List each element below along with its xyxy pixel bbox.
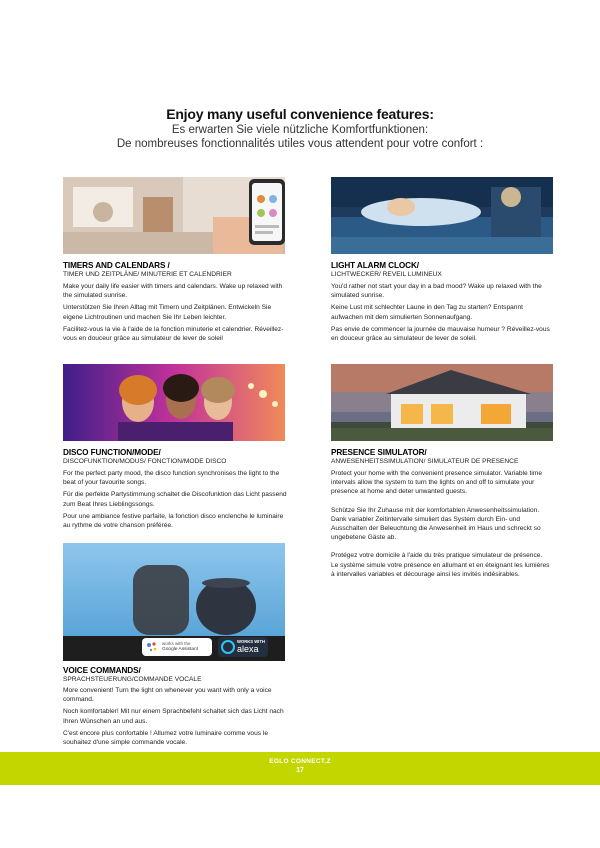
alarm-para-en: You'd rather not start your day in a bad mood? Wake up relaxed with the simulated sunrise.: [331, 283, 542, 300]
timers-text: [63, 282, 288, 346]
page-number: 17: [296, 767, 304, 774]
presence-para-de: Schütze Sie Ihr Zuhause mit der komfortablen Anwesenheitssimulation. Dank variabler Zeitintervalle simuliert das System durch Ein- und Ausschalten der Beleuchtung die Anwesenheit im Haus und schreckt so ungebetene Gäste ab.: [331, 506, 541, 542]
timers-subtitle: TIMER UND ZEITPLÄNE/ MINUTERIE ET CALENDRIER: [63, 271, 232, 278]
presence-photo: [331, 364, 553, 441]
voice-text: [63, 686, 288, 750]
page-footer: [0, 752, 600, 785]
presence-para-en: Protect your home with the convenient presence simulator. Variable time intervals allow the system to turn the lights on and off to simulate your presence at home and deter unwanted guests.: [331, 470, 542, 496]
presence-para-fr: Protégez votre domicile à l'aide du très pratique simulateur de présence. Le système simule votre présence en allumant et en éteignant les lumières à intervalles variables et décourage ainsi les invités indésirables.: [331, 552, 550, 578]
alexa-icon: [221, 640, 235, 654]
voice-para-en: More convenient! Turn the light on whenever you want with only a voice command.: [63, 687, 272, 704]
footer-brand: EGLO CONNECT.Z: [269, 758, 331, 765]
google-badge-line1: works with the: [162, 641, 191, 646]
disco-para-fr: Pour une ambiance festive parfaite, la fonction disco enclenche le luminaire au rythme de votre chanson préférée.: [63, 512, 284, 530]
disco-photo: [63, 364, 285, 441]
timers-para-de: Unterstützen Sie Ihren Alltag mit Timern und Zeitplänen. Entwickeln Sie eigene Lichtroutinen und machen Sie Ihr Leben leichter.: [63, 304, 272, 321]
disco-subtitle: DISCOFUNKTION/MODUS/ FONCTION/MODE DISCO: [63, 458, 227, 465]
voice-title: VOICE COMMANDS/: [63, 666, 141, 675]
disco-text: [63, 469, 288, 533]
alarm-text: [331, 282, 556, 346]
timers-photo: [63, 177, 285, 254]
presence-text: [331, 469, 551, 582]
alexa-badge-line1: WORKS WITH: [237, 639, 265, 644]
alexa-badge-line2: alexa: [237, 644, 259, 654]
alarm-para-fr: Pas envie de commencer la journée de mauvaise humeur ? Réveillez-vous en douceur grâce au simulateur de lever de soleil.: [331, 325, 550, 343]
google-assistant-badge: [142, 638, 212, 656]
alexa-badge: [218, 637, 268, 657]
timers-title: TIMERS AND CALENDARS /: [63, 261, 170, 270]
voice-para-de: Noch komfortabler! Mit nur einem Sprachbefehl schaltet sich das Licht nach Ihren Wünschen an und aus.: [63, 708, 284, 725]
voice-subtitle: SPRACHSTEUERUNG/COMMANDE VOCALE: [63, 676, 202, 683]
header-title-en: Enjoy many useful convenience features:: [166, 106, 434, 122]
timers-para-en: Make your daily life easier with timers and calendars. Wake up relaxed with the simulated sunrise.: [63, 283, 283, 300]
google-badge-line2: Google Assistant: [162, 647, 198, 652]
voice-para-fr: C'est encore plus confortable ! Allumez votre luminaire comme vous le souhaitez d'une simple commande vocale.: [63, 729, 269, 747]
alarm-subtitle: LICHTWECKER/ REVEIL LUMINEUX: [331, 271, 442, 278]
alarm-photo: [331, 177, 553, 254]
header-title-fr: De nombreuses fonctionnalités utiles vous attendent pour votre confort :: [116, 138, 484, 150]
alarm-para-de: Keine Lust mit schlechter Laune in den Tag zu starten? Entspannt aufwachen mit dem simulierten Sonnenaufgang.: [331, 304, 523, 321]
presence-title: PRESENCE SIMULATOR/: [331, 448, 427, 457]
disco-para-en: For the perfect party mood, the disco function synchronises the light to the beat of your favourite songs.: [63, 470, 280, 487]
page-header: [0, 106, 600, 151]
presence-subtitle: ANWESENHEITSSIMULATION/ SIMULATEUR DE PRESENCE: [331, 458, 519, 465]
header-title-de: Es erwarten Sie viele nützliche Komfortfunktionen:: [171, 124, 429, 136]
disco-para-de: Für die perfekte Partystimmung schaltet die Discofunktion das Licht passend zum Beat Ihres Lieblingssongs.: [63, 491, 287, 508]
disco-title: DISCO FUNCTION/MODE/: [63, 448, 161, 457]
timers-para-fr: Facilitez-vous la vie à l'aide de la fonction minuterie et calendrier. Réveillez-vous en douceur grâce au simulateur de lever de soleil: [63, 325, 284, 343]
google-assistant-icon: [146, 641, 158, 653]
alarm-title: LIGHT ALARM CLOCK/: [331, 261, 419, 270]
